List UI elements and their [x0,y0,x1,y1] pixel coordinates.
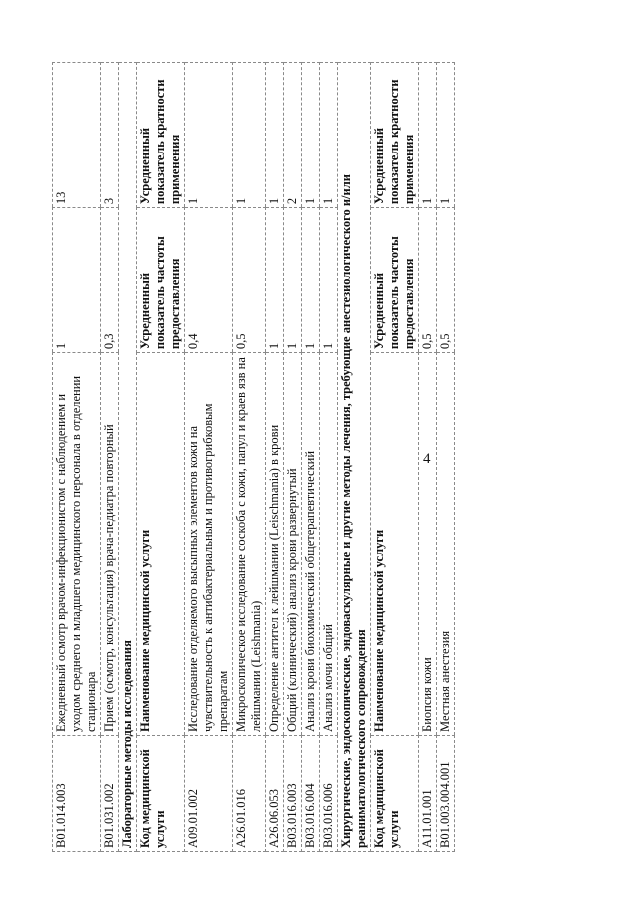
header-code: Код медицинской услуги [371,735,419,851]
multiplicity-value: 1 [437,63,455,208]
section-title-row [338,63,371,852]
table-row [266,63,284,852]
frequency-value: 1 [320,208,338,353]
table-row [437,63,455,852]
frequency-value: 0,5 [437,208,455,353]
header-multiplicity: Усредненный показатель кратности применения [371,63,419,208]
service-code: A26.01.016 [233,735,266,851]
table-row [101,63,119,852]
service-name: Прием (осмотр, консультация) врача-педиатра повторный [101,353,119,736]
header-code: Код медицинской услуги [137,735,185,851]
multiplicity-value: 1 [185,63,233,208]
service-name: Ежедневный осмотр врачом-инфекционистом с наблюдением и уходом среднего и младшего медицинского персонала в отделении стационара [53,353,101,736]
section-title-lab: Лабораторные методы исследования [119,63,137,852]
service-name: Местная анестезия [437,353,455,736]
table-row [320,63,338,852]
service-name: Анализ крови биохимический общетерапевтический [302,353,320,736]
frequency-value: 1 [284,208,302,353]
service-code: B01.014.003 [53,735,101,851]
multiplicity-value: 1 [302,63,320,208]
service-name: Анализ мочи общий [320,353,338,736]
service-code: A09.01.002 [185,735,233,851]
service-name: Биопсия кожи [419,353,437,736]
table-row [185,63,233,852]
table-row [419,63,437,852]
service-name: Исследование отделяемого высыпных элементов кожи на чувствительность к антибактериальным и противогрибковым препаратам [185,353,233,736]
header-frequency: Усредненный показатель частоты предоставления [137,208,185,353]
rotated-table-page [52,62,640,852]
frequency-value: 0,3 [101,208,119,353]
table-row [233,63,266,852]
table-row [302,63,320,852]
page-number: 4 [423,451,431,467]
service-code: B03.016.004 [302,735,320,851]
service-code: B01.031.002 [101,735,119,851]
header-row [371,63,419,852]
frequency-value: 0,5 [233,208,266,353]
table-row [284,63,302,852]
service-code: B01.003.004.001 [437,735,455,851]
header-frequency: Усредненный показатель частоты предоставления [371,208,419,353]
multiplicity-value: 2 [284,63,302,208]
service-name: Определение антител к лейшмании (Leischmania) в крови [266,353,284,736]
medical-services-table [52,62,455,852]
multiplicity-value: 1 [266,63,284,208]
frequency-value: 1 [53,208,101,353]
service-code: A11.01.001 [419,735,437,851]
service-code: B03.016.003 [284,735,302,851]
section-title-surgery: Хирургические, эндоскопические, эндоваскулярные и другие методы лечения, требующие анестезиологического и/или реаниматологического сопровождения [338,63,371,852]
frequency-value: 0,4 [185,208,233,353]
service-name: Микроскопическое исследование соскоба с кожи, папул и краев язв на лейшмании (Leishmania) [233,353,266,736]
frequency-value: 0,5 [419,208,437,353]
header-name: Наименование медицинской услуги [371,353,419,736]
section-title-row [119,63,137,852]
header-multiplicity: Усредненный показатель кратности применения [137,63,185,208]
header-row [137,63,185,852]
header-name: Наименование медицинской услуги [137,353,185,736]
frequency-value: 1 [302,208,320,353]
service-code: A26.06.053 [266,735,284,851]
multiplicity-value: 1 [419,63,437,208]
multiplicity-value: 1 [233,63,266,208]
service-code: B03.016.006 [320,735,338,851]
frequency-value: 1 [266,208,284,353]
multiplicity-value: 3 [101,63,119,208]
multiplicity-value: 13 [53,63,101,208]
service-name: Общий (клинический) анализ крови развернутый [284,353,302,736]
table-row [53,63,101,852]
multiplicity-value: 1 [320,63,338,208]
